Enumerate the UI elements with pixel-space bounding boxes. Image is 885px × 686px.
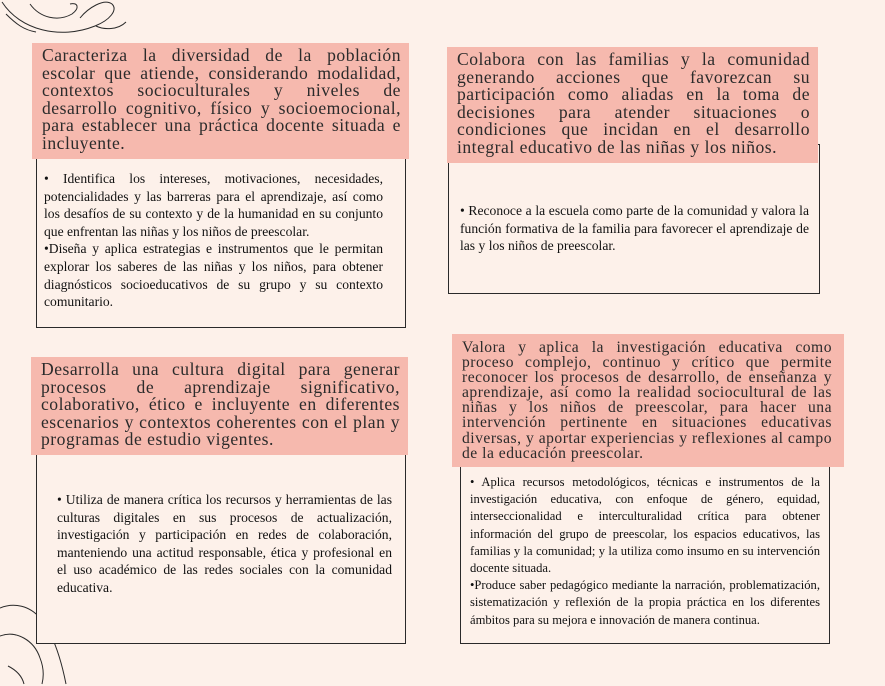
card-1-title: Caracteriza la diversidad de la población escolar que atiende, considerando modalidad, contextos socioculturales y niveles de desarrollo cognitivo, físico y socioemocional, para establecer una práctica docente situada e incluyente. [32, 43, 409, 159]
card-3-body [57, 491, 392, 597]
card-3-title: Desarrolla una cultura digital para generar procesos de aprendizaje significativo, colaborativo, ético e incluyente en diferentes escenarios y contextos coherentes con el plan y programas de estudio vigentes. [31, 357, 408, 455]
floral-line-art-top-left [0, 0, 130, 45]
card-1-bullet-1: • Identifica los intereses, motivaciones, necesidades, potencialidades y las barreras para el aprendizaje, así como los desafíos de su contexto y de la humanidad en su conjunto que enfrentan las niñas y los niños de preescolar. [44, 171, 383, 239]
card-2-title: Colabora con las familias y la comunidad generando acciones que favorezcan su participación como aliadas en la toma de decisiones para atender situaciones o condiciones que incidan en el desarrollo integral educativo de las niñas y los niños. [447, 47, 818, 163]
card-4-bullet-2: •Produce saber pedagógico mediante la narración, problematización, sistematización y reflexión de la propia práctica en los diferentes ámbitos para su mejora e innovación de manera continua. [470, 578, 820, 627]
card-4-title: Valora y aplica la investigación educativa como proceso complejo, continuo y crítico que permite reconocer los procesos de desarrollo, de enseñanza y aprendizaje, así como la realidad sociocultural de las niñas y los niños de preescolar, para hacer una intervención pertinente en situaciones educativas diversas, y aportar experiencias y reflexiones al campo de la educación preescolar. [452, 334, 844, 467]
card-1-bullet-2: •Diseña y aplica estrategias e instrumentos que le permitan explorar los saberes de las niñas y los niños, para obtener diagnósticos socioeducativos de su grupo y su contexto comunitario. [44, 241, 383, 310]
card-2-body [460, 202, 809, 255]
card-3-bullet-1: • Utiliza de manera crítica los recursos y herramientas de las culturas digitales en sus procesos de actualización, investigación y participación en redes de colaboración, manteniendo una actitud responsable, ética y profesional en el uso académico de las redes sociales con la comunidad educativa. [57, 492, 392, 595]
card-4-body [470, 474, 820, 629]
card-4-bullet-1: • Aplica recursos metodológicos, técnicas e instrumentos de la investigación educativa, con enfoque de género, equidad, interseccionalidad e interculturalidad crítica para obtener información del grupo de preescolar, los espacios educativos, las familias y la comunidad; y la utiliza como insumo en su intervención docente situada. [470, 475, 820, 576]
card-2-bullet-1: • Reconoce a la escuela como parte de la comunidad y valora la función formativa de la familia para favorecer el aprendizaje de las y los niños de preescolar. [460, 203, 809, 254]
card-1-body [44, 170, 383, 311]
